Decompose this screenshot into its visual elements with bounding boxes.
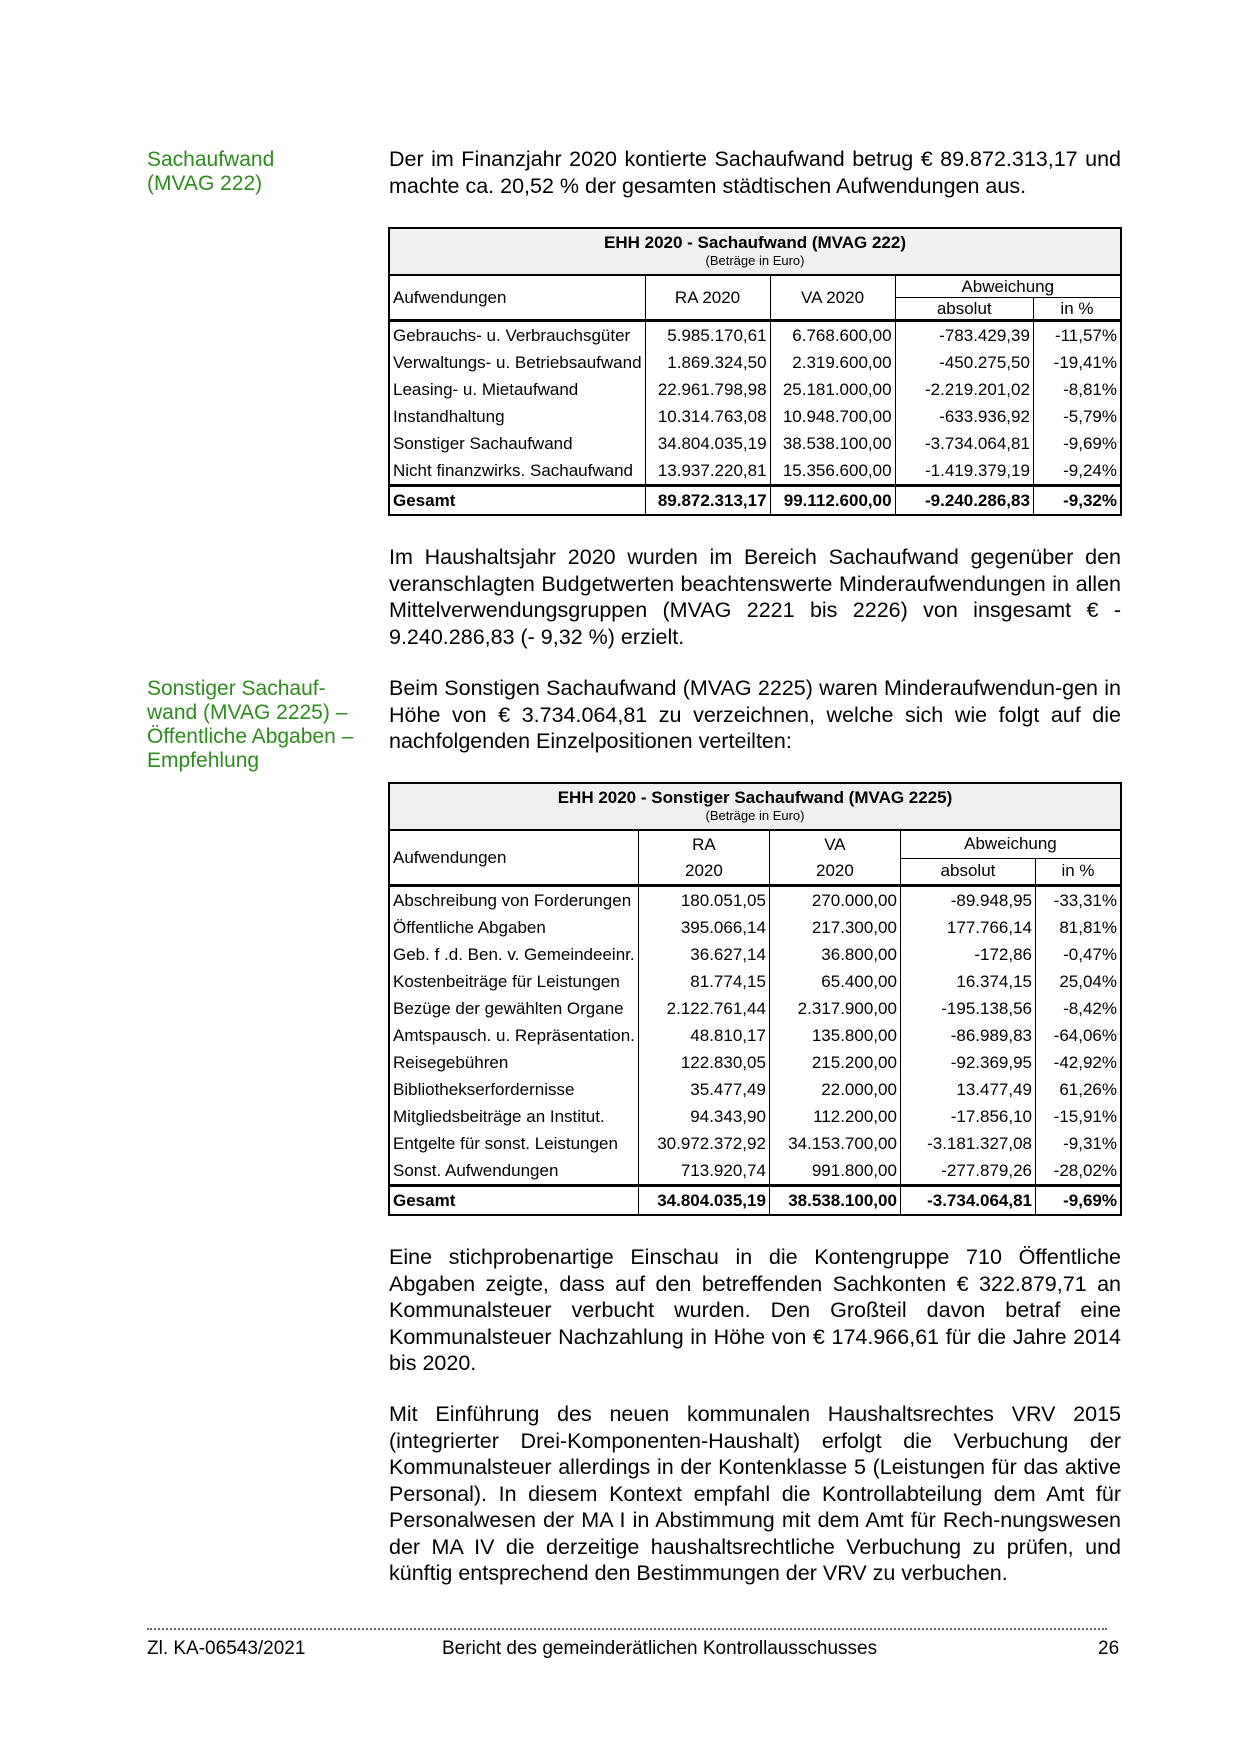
- cell: -9,69%: [1036, 1186, 1122, 1216]
- header-prozent: in %: [1036, 858, 1122, 886]
- table-title: EHH 2020 - Sachaufwand (MVAG 222): [604, 233, 906, 252]
- summary-paragraph: Im Haushaltsjahr 2020 wurden im Bereich Sachaufwand gegenüber den veranschlagten Budgetwerten beachtenswerte Minderaufwendungen in allen Mittelverwendungsgruppen (MVAG 2221 bis 2226) von insgesamt € - 9.240.286,83 (- 9,32 %) erzielt.: [389, 545, 1121, 649]
- cell: -5,79%: [1033, 403, 1121, 430]
- table-row: [389, 376, 1121, 403]
- cell: Verwaltungs- u. Betriebsaufwand: [393, 352, 642, 372]
- cell: Gesamt: [389, 1186, 638, 1216]
- cell: Geb. f .d. Ben. v. Gemeindeeinr.: [393, 944, 635, 964]
- header-absolut: absolut: [895, 298, 1033, 321]
- cell: -195.138,56: [900, 995, 1035, 1022]
- table-row: [389, 941, 1121, 968]
- cell: 991.800,00: [769, 1157, 900, 1186]
- table-row: [389, 968, 1121, 995]
- cell: -450.275,50: [895, 349, 1033, 376]
- header-ra: RA 2020: [645, 275, 770, 321]
- cell: 10.948.700,00: [770, 403, 895, 430]
- table-row: [389, 1103, 1121, 1130]
- cell: 10.314.763,08: [645, 403, 770, 430]
- table-row: [389, 914, 1121, 941]
- side-label-line: Empfehlung: [147, 749, 260, 772]
- cell: 25,04%: [1036, 968, 1122, 995]
- cell: Mitgliedsbeiträge an Institut.: [393, 1106, 605, 1126]
- header-abweichung: Abweichung: [900, 830, 1121, 858]
- cell: -633.936,92: [895, 403, 1033, 430]
- cell: -92.369,95: [900, 1049, 1035, 1076]
- cell: 36.800,00: [769, 941, 900, 968]
- cell: 89.872.313,17: [645, 486, 770, 516]
- table-row: [389, 321, 1121, 350]
- cell: -28,02%: [1036, 1157, 1122, 1186]
- cell: -64,06%: [1036, 1022, 1122, 1049]
- header-aufwendungen: Aufwendungen: [389, 830, 638, 886]
- cell: 30.972.372,92: [638, 1130, 769, 1157]
- cell: 15.356.600,00: [770, 457, 895, 486]
- cell: 13.477,49: [900, 1076, 1035, 1103]
- cell: Gebrauchs- u. Verbrauchsgüter: [393, 325, 631, 345]
- table-row: [389, 403, 1121, 430]
- header-va: VA: [769, 830, 900, 858]
- cell: 81,81%: [1036, 914, 1122, 941]
- cell: -8,42%: [1036, 995, 1122, 1022]
- cell: 180.051,05: [638, 886, 769, 915]
- table-subtitle: (Beträge in Euro): [705, 808, 805, 823]
- cell: -9,69%: [1033, 430, 1121, 457]
- cell: -11,57%: [1033, 321, 1121, 350]
- side-label-line: wand (MVAG 2225) –: [147, 701, 348, 724]
- table-row: [389, 886, 1121, 915]
- cell: -19,41%: [1033, 349, 1121, 376]
- cell: Instandhaltung: [393, 406, 505, 426]
- cell: 2.319.600,00: [770, 349, 895, 376]
- cell: -9.240.286,83: [895, 486, 1033, 516]
- cell: Entgelte für sonst. Leistungen: [393, 1133, 618, 1153]
- cell: 270.000,00: [769, 886, 900, 915]
- cell: Sonstiger Sachaufwand: [393, 433, 573, 453]
- cell: -9,24%: [1033, 457, 1121, 486]
- cell: -783.429,39: [895, 321, 1033, 350]
- sonstiger-paragraph: Beim Sonstigen Sachaufwand (MVAG 2225) waren Minderaufwendun-gen in Höhe von € 3.734.064,81 zu verzeichnen, welche sich wie folgt auf die nachfolgenden Einzelpositionen verteilten:: [389, 676, 1121, 753]
- cell: -3.734.064,81: [900, 1186, 1035, 1216]
- cell: Bibliothekserfordernisse: [393, 1079, 575, 1099]
- intro-paragraph: Der im Finanzjahr 2020 kontierte Sachaufwand betrug € 89.872.313,17 und machte ca. 20,52 % der gesamten städtischen Aufwendungen aus.: [389, 147, 1121, 198]
- cell: 177.766,14: [900, 914, 1035, 941]
- cell: -277.879,26: [900, 1157, 1035, 1186]
- cell: 13.937.220,81: [645, 457, 770, 486]
- cell: -33,31%: [1036, 886, 1122, 915]
- table-title: EHH 2020 - Sonstiger Sachaufwand (MVAG 2225): [557, 788, 953, 807]
- header-aufwendungen: Aufwendungen: [389, 275, 645, 321]
- cell: 1.869.324,50: [645, 349, 770, 376]
- cell: 34.153.700,00: [769, 1130, 900, 1157]
- cell: 217.300,00: [769, 914, 900, 941]
- cell: Bezüge der gewählten Organe: [393, 998, 624, 1018]
- cell: -9,32%: [1033, 486, 1121, 516]
- cell: 38.538.100,00: [770, 430, 895, 457]
- cell: 25.181.000,00: [770, 376, 895, 403]
- cell: 22.000,00: [769, 1076, 900, 1103]
- cell: 35.477,49: [638, 1076, 769, 1103]
- cell: Gesamt: [389, 486, 645, 516]
- cell: 34.804.035,19: [638, 1186, 769, 1216]
- cell: Öffentliche Abgaben: [393, 917, 546, 937]
- cell: -1.419.379,19: [895, 457, 1033, 486]
- table-row: [389, 1022, 1121, 1049]
- cell: -15,91%: [1036, 1103, 1122, 1130]
- side-label-line: Öffentliche Abgaben –: [147, 725, 354, 748]
- footer-divider: [147, 1628, 1107, 1630]
- cell: 122.830,05: [638, 1049, 769, 1076]
- page-number: 26: [1098, 1638, 1120, 1659]
- cell: 81.774,15: [638, 968, 769, 995]
- cell: -172,86: [900, 941, 1035, 968]
- cell: 112.200,00: [769, 1103, 900, 1130]
- cell: 36.627,14: [638, 941, 769, 968]
- cell: 99.112.600,00: [770, 486, 895, 516]
- table-row: [389, 1076, 1121, 1103]
- table-row: [389, 1049, 1121, 1076]
- table-row: [389, 349, 1121, 376]
- cell: 135.800,00: [769, 1022, 900, 1049]
- header-ra: RA: [638, 830, 769, 858]
- cell: 48.810,17: [638, 1022, 769, 1049]
- cell: 2.317.900,00: [769, 995, 900, 1022]
- table-row: [389, 457, 1121, 486]
- table-subtitle: (Beträge in Euro): [705, 253, 805, 268]
- cell: -2.219.201,02: [895, 376, 1033, 403]
- cell: 215.200,00: [769, 1049, 900, 1076]
- cell: Amtspausch. u. Repräsentation.: [393, 1025, 635, 1045]
- cell: 5.985.170,61: [645, 321, 770, 350]
- cell: 34.804.035,19: [645, 430, 770, 457]
- footer-title: Bericht des gemeinderätlichen Kontrollausschusses: [442, 1638, 878, 1659]
- kommunalsteuer-paragraph: Eine stichprobenartige Einschau in die Kontengruppe 710 Öffentliche Abgaben zeigte, dass auf den betreffenden Sachkonten € 322.879,71 an Kommunalsteuer verbucht wurden. Den Großteil davon betraf eine Kommunalsteuer Nachzahlung in Höhe von € 174.966,61 für die Jahre 2014 bis 2020.: [389, 1245, 1121, 1375]
- header-ra-year: 2020: [638, 858, 769, 886]
- table-total-row: [389, 1186, 1121, 1216]
- side-label-sonstiger-sachaufwand: [147, 677, 367, 773]
- cell: Kostenbeiträge für Leistungen: [393, 971, 620, 991]
- cell: 16.374,15: [900, 968, 1035, 995]
- table-caption: [389, 228, 1121, 275]
- cell: Abschreibung von Forderungen: [393, 890, 632, 910]
- cell: -89.948,95: [900, 886, 1035, 915]
- table-row: [389, 995, 1121, 1022]
- cell: 395.066,14: [638, 914, 769, 941]
- footer-reference: Zl. KA-06543/2021: [147, 1638, 306, 1659]
- side-label-sachaufwand: [147, 148, 367, 196]
- cell: -0,47%: [1036, 941, 1122, 968]
- cell: -9,31%: [1036, 1130, 1122, 1157]
- header-absolut: absolut: [900, 858, 1035, 886]
- table-sachaufwand: [388, 227, 1122, 516]
- recommendation-paragraph: Mit Einführung des neuen kommunalen Haushaltsrechtes VRV 2015 (integrierter Drei-Komponenten-Haushalt) erfolgt die Verbuchung der Kommunalsteuer allerdings in der Kontenklasse 5 (Leistungen für das aktive Personal). In diesem Kontext empfahl die Kontrollabteilung dem Amt für Personalwesen der MA I in Abstimmung mit dem Amt für Rech-nungswesen der MA IV die derzeitige haushaltsrechtliche Verbuchung zu prüfen, und künftig entsprechend den Bestimmungen der VRV zu verbuchen.: [389, 1402, 1121, 1585]
- cell: Reisegebühren: [393, 1052, 509, 1072]
- cell: -3.734.064,81: [895, 430, 1033, 457]
- cell: 6.768.600,00: [770, 321, 895, 350]
- cell: -8,81%: [1033, 376, 1121, 403]
- cell: -86.989,83: [900, 1022, 1035, 1049]
- header-va-year: 2020: [769, 858, 900, 886]
- side-label-line: Sonstiger Sachauf-: [147, 677, 326, 700]
- cell: 713.920,74: [638, 1157, 769, 1186]
- side-label-line: Sachaufwand: [147, 148, 275, 171]
- cell: -17.856,10: [900, 1103, 1035, 1130]
- header-prozent: in %: [1033, 298, 1121, 321]
- side-label-line: (MVAG 222): [147, 172, 263, 195]
- cell: 94.343,90: [638, 1103, 769, 1130]
- cell: 38.538.100,00: [769, 1186, 900, 1216]
- cell: 2.122.761,44: [638, 995, 769, 1022]
- cell: 65.400,00: [769, 968, 900, 995]
- cell: 61,26%: [1036, 1076, 1122, 1103]
- cell: Sonst. Aufwendungen: [393, 1160, 559, 1180]
- header-va: VA 2020: [770, 275, 895, 321]
- cell: Leasing- u. Mietaufwand: [393, 379, 579, 399]
- header-abweichung: Abweichung: [895, 275, 1121, 298]
- table-total-row: [389, 486, 1121, 516]
- table-caption: [389, 783, 1121, 830]
- cell: Nicht finanzwirks. Sachaufwand: [393, 460, 634, 480]
- table-sonstiger-sachaufwand: [388, 782, 1122, 1216]
- cell: -42,92%: [1036, 1049, 1122, 1076]
- table-row: [389, 1130, 1121, 1157]
- table-row: [389, 430, 1121, 457]
- table-row: [389, 1157, 1121, 1186]
- cell: 22.961.798,98: [645, 376, 770, 403]
- cell: -3.181.327,08: [900, 1130, 1035, 1157]
